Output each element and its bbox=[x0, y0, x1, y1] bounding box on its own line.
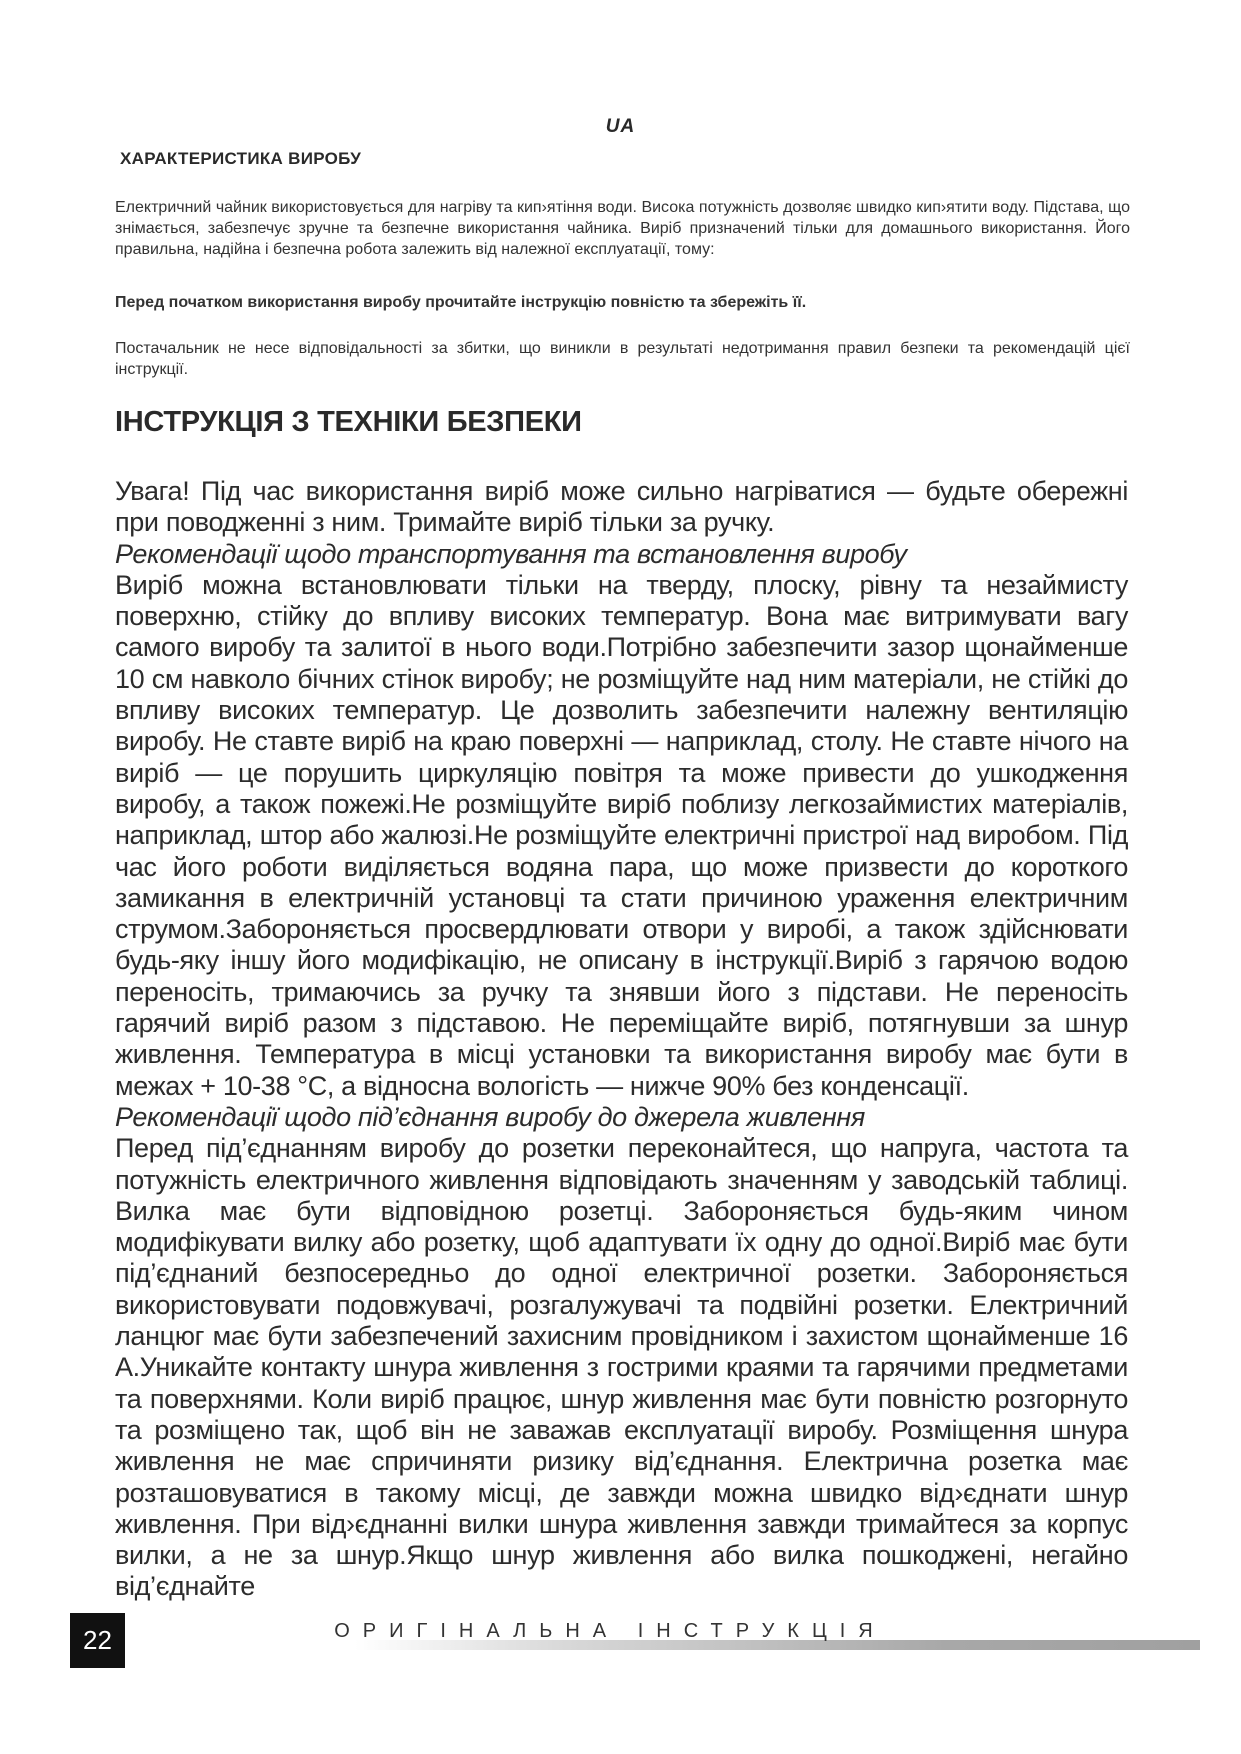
transport-installation-subheading: Рекомендації щодо транспортування та встановлення виробу bbox=[115, 538, 907, 569]
supplier-disclaimer: Постачальник не несе відповідальності за збитки, що виникли в результаті недотримання правил безпеки та рекомендацій цієї інструкції. bbox=[115, 340, 1130, 378]
product-characteristics-heading: ХАРАКТЕРИСТИКА ВИРОБУ bbox=[120, 149, 362, 168]
language-code: UA bbox=[605, 116, 636, 137]
footer-title: ОРИГІНАЛЬНА ІНСТРУКЦІЯ bbox=[334, 1620, 886, 1642]
power-connection-paragraph: Перед під’єднанням виробу до розетки переконайтеся, що напруга, частота та потужність електричного живлення відповідають значенням у заводській таблиці. Вилка має бути відповідною розетці. Забороняється будь-яким чином модифікувати вилку або розетку, щоб адаптувати їх одну до одної.Виріб має бути під’єднаний безпосередньо до одної електричної розетки. Забороняється використовувати подовжувачі, розгалужувачі та подвійні розетки. Електричний ланцюг має бути забезпечений захисним провідником і захистом щонайменше 16 А.Уникайте контакту шнура живлення з гострими краями та гарячими предметами та поверхнями. Коли виріб працює, шнур живлення має бути повністю розгорнуто та розміщено так, щоб він не заважав експлуатації виробу. Розміщення шнура живлення не має спричиняти ризику від’єднання. Електрична розетка має розташовуватися в такому місці, де завжди можна швидко від›єднати шнур живлення. При від›єднанні вилки шнура живлення завжди тримайтеся за корпус вилки, а не за шнур.Якщо шнур живлення або вилка пошкоджені, негайно від’єднайте bbox=[115, 1133, 1128, 1602]
product-intro-paragraph: Електричний чайник використовується для нагріву та кип›ятіння води. Висока потужність дозволяє швидко кип›ятити воду. Підстава, що знімається, забезпечує зручне та безпечне використання чайника. Виріб призначений тільки для домашнього використання. Його правильна, надійна і безпечна робота залежить від належної експлуатації, тому: bbox=[115, 199, 1130, 258]
page-number: 22 bbox=[70, 1613, 125, 1668]
power-connection-subheading: Рекомендації щодо під’єднання виробу до джерела живлення bbox=[115, 1101, 865, 1132]
read-instructions-note: Перед початком використання виробу прочитайте інструкцію повністю та збережіть її. bbox=[115, 294, 807, 311]
hot-surface-warning: Увага! Під час використання виріб може сильно нагріватися — будьте обережні при поводженні з ним. Тримайте виріб тільки за ручку. bbox=[115, 476, 1128, 538]
safety-body bbox=[115, 476, 1128, 1603]
safety-instructions-heading: ІНСТРУКЦІЯ З ТЕХНІКИ БЕЗПЕКИ bbox=[115, 406, 582, 438]
transport-installation-paragraph: Виріб можна встановлювати тільки на тверду, плоску, рівну та незаймисту поверхню, стійку до впливу високих температур. Вона має витримувати вагу самого виробу та залитої в нього води.Потрібно забезпечити зазор щонайменше 10 см навколо бічних стінок виробу; не розміщуйте над ним матеріали, не стійкі до впливу високих температур. Це дозволить забезпечити належну вентиляцію виробу. Не ставте виріб на краю поверхні — наприклад, столу. Не ставте нічого на виріб — це порушить циркуляцію повітря та може привести до ушкодження виробу, а також пожежі.Не розміщуйте виріб поблизу легкозаймистих матеріалів, наприклад, штор або жалюзі.Не розміщуйте електричні пристрої над виробом. Під час його роботи виділяється водяна пара, що може призвести до короткого замикання в електричній установці та стати причиною ураження електричним струмом.Забороняється просвердлювати отвори у виробі, а також здійснювати будь-яку іншу його модифікацію, не описану в інструкції.Виріб з гарячою водою переносіть, тримаючись за ручку та знявши його з підстави. Не переносіть гарячий виріб разом з підставою. Не переміщайте виріб, потягнувши за шнур живлення. Температура в місці установки та використання виробу має бути в межах + 10-38 °C, а відносна вологість — нижче 90% без конденсації. bbox=[115, 569, 1128, 1101]
